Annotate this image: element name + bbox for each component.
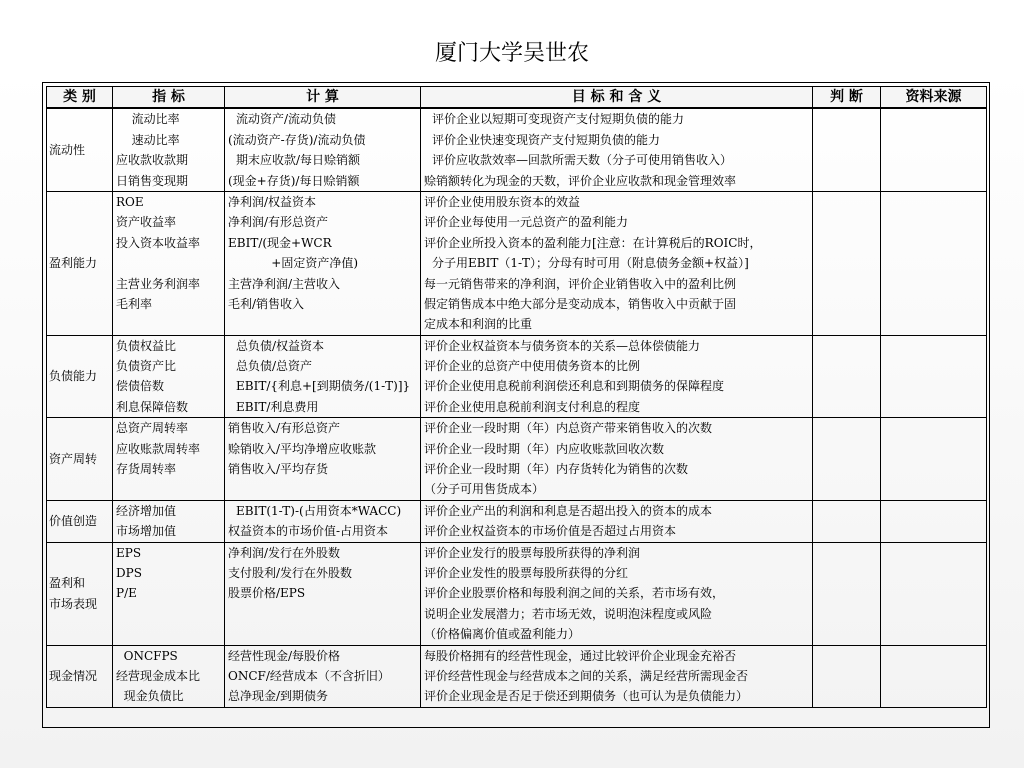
category-label: 资产周转 [49, 451, 98, 466]
meaning-line: 评价企业发行的股票每股所获得的净利润 [424, 545, 641, 560]
indicator-line: 负债资产比 [116, 359, 177, 374]
formula-line: ONCF/经营成本（不含折旧） [228, 668, 390, 683]
formula-line: 总负债/权益资本 [236, 338, 325, 353]
indicator-line: 速动比率 [124, 132, 180, 147]
indicator-line: DPS [116, 566, 142, 580]
formula-line: +固定资产净值) [256, 256, 358, 271]
meaning-cell [421, 108, 813, 191]
meaning-line: 评价企业每使用一元总资产的盈利能力 [424, 215, 629, 230]
category-cell [47, 500, 113, 542]
formula-line: EBIT(1-T)-(占用资本*WACC) [236, 503, 402, 518]
category-cell [47, 645, 113, 707]
meaning-line: （分子可用售货成本） [424, 482, 545, 497]
meaning-line: 评价企业使用息税前利润支付利息的程度 [424, 399, 641, 414]
formula-line [228, 314, 420, 334]
formula-line: EBIT/利息费用 [236, 399, 319, 414]
formula-line: 总负债/总资产 [236, 359, 313, 374]
header-category: 类 别 [47, 87, 113, 109]
indicator-line [116, 624, 224, 644]
header-source: 资料来源 [881, 87, 987, 109]
formula-line: (现金+存货)/每日赊销额 [228, 173, 360, 188]
indicator-line: 应收账款周转率 [116, 441, 201, 456]
formula-line: (流动资产-存货)/流动负债 [228, 132, 366, 147]
formula-cell [225, 191, 421, 335]
indicator-line: EPS [116, 545, 142, 560]
formula-line [228, 624, 420, 644]
ratio-table [46, 86, 987, 708]
meaning-line: 赊销额转化为现金的天数，评价企业应收款和现金管理效率 [424, 173, 737, 188]
meaning-cell [421, 500, 813, 542]
category-label: 流动性 [49, 142, 86, 157]
meaning-line: 分子用EBIT（1-T）；分母有时可用（附息债务金额+权益）] [432, 256, 749, 271]
source-cell [881, 108, 987, 191]
indicator-cell [113, 418, 225, 501]
meaning-line: 评价企业股票价格和每股利润之间的关系，若市场有效， [424, 586, 725, 601]
meaning-line: 评价企业所投入资本的盈利能力[注意：在计算税后的ROIC时， [424, 235, 762, 250]
indicator-line: 偿债倍数 [116, 379, 165, 394]
category-cell [47, 191, 113, 335]
table-row [47, 418, 987, 501]
indicator-line [116, 604, 224, 624]
formula-cell [225, 418, 421, 501]
judgement-cell [813, 645, 881, 707]
table-body [47, 108, 987, 707]
indicator-line: ONCFPS [116, 648, 178, 663]
indicator-line: 应收款收款期 [116, 153, 189, 168]
formula-line: 毛利/销售收入 [228, 296, 305, 311]
judgement-cell [813, 108, 881, 191]
meaning-line: 评价企业产出的利润和利息是否超出投入的资本的成本 [424, 503, 713, 518]
source-cell [881, 645, 987, 707]
judgement-cell [813, 542, 881, 645]
category-label: 盈利能力 [49, 256, 98, 271]
meaning-line: 评价企业使用股东资本的效益 [424, 194, 581, 209]
header-indicator: 指 标 [113, 87, 225, 109]
meaning-cell [421, 418, 813, 501]
formula-line: EBIT/(现金+WCR [228, 235, 332, 250]
category-label: 盈利和 市场表现 [49, 576, 98, 611]
meaning-cell [421, 335, 813, 418]
formula-cell [225, 542, 421, 645]
indicator-line: 利息保障倍数 [116, 399, 189, 414]
category-cell [47, 542, 113, 645]
meaning-line: 每股价格拥有的经营性现金，通过比较评价企业现金充裕否 [424, 648, 737, 663]
meaning-line: 评价企业使用息税前利润偿还利息和到期债务的保障程度 [424, 379, 725, 394]
indicator-line: 存货周转率 [116, 462, 177, 477]
formula-line: 净利润/有形总资产 [228, 215, 329, 230]
category-cell [47, 108, 113, 191]
header-formula: 计 算 [225, 87, 421, 109]
indicator-line: 市场增加值 [116, 524, 177, 539]
formula-cell [225, 335, 421, 418]
indicator-line: 日销售变现期 [116, 173, 189, 188]
formula-line [228, 604, 420, 624]
table-header-row [47, 87, 987, 109]
formula-line: 销售收入/有形总资产 [228, 421, 341, 436]
formula-line: 总净现金/到期债务 [228, 689, 329, 704]
meaning-line: 评价企业权益资本与债务资本的关系—总体偿债能力 [424, 338, 701, 353]
table-row [47, 500, 987, 542]
meaning-line: 评价企业以短期可变现资产支付短期负债的能力 [432, 112, 685, 127]
indicator-line: 投入资本收益率 [116, 235, 201, 250]
meaning-cell [421, 542, 813, 645]
indicator-cell [113, 108, 225, 191]
meaning-line: 评价企业一段时期（年）内存货转化为销售的次数 [424, 462, 689, 477]
category-cell [47, 335, 113, 418]
meaning-cell [421, 191, 813, 335]
formula-line: 流动资产/流动负债 [236, 112, 337, 127]
indicator-cell [113, 500, 225, 542]
indicator-line: 总资产周转率 [116, 421, 189, 436]
formula-line: EBIT/{利息+[到期债务/(1-T)]} [236, 379, 411, 394]
indicator-line: P/E [116, 586, 137, 601]
category-cell [47, 418, 113, 501]
formula-line: 净利润/权益资本 [228, 194, 317, 209]
formula-cell [225, 500, 421, 542]
indicator-line: 毛利率 [116, 296, 153, 311]
meaning-line: 假定销售成本中绝大部分是变动成本，销售收入中贡献于固 [424, 296, 737, 311]
meaning-line: （价格偏离价值或盈利能力） [424, 627, 581, 642]
meaning-line: 评价企业现金是否足于偿还到期债务（也可认为是负债能力） [424, 689, 749, 704]
formula-line: 股票价格/EPS [228, 586, 306, 601]
indicator-line [116, 253, 224, 273]
indicator-line: 主营业务利润率 [116, 276, 201, 291]
source-cell [881, 500, 987, 542]
indicator-cell [113, 645, 225, 707]
indicator-line: 负债权益比 [116, 338, 177, 353]
indicator-cell [113, 542, 225, 645]
judgement-cell [813, 418, 881, 501]
formula-line [228, 479, 420, 499]
meaning-line: 评价企业一段时期（年）内总资产带来销售收入的次数 [424, 421, 713, 436]
formula-line: 净利润/发行在外股数 [228, 545, 341, 560]
table-row [47, 191, 987, 335]
meaning-line: 评价企业发性的股票每股所获得的分红 [424, 566, 629, 580]
slide-title: 厦门大学吴世农 [434, 41, 589, 66]
meaning-line: 评价企业的总资产中使用债务资本的比例 [424, 359, 641, 374]
meaning-line: 评价经营性现金与经营成本之间的关系，满足经营所需现金否 [424, 668, 749, 683]
formula-cell [225, 108, 421, 191]
indicator-line [116, 479, 224, 499]
formula-line: 支付股利/发行在外股数 [228, 566, 353, 580]
meaning-line: 评价企业一段时期（年）内应收账款回收次数 [424, 441, 665, 456]
indicator-line: 经营现金成本比 [116, 668, 201, 683]
table-row [47, 542, 987, 645]
formula-line: 赊销收入/平均净增应收账款 [228, 441, 377, 456]
formula-line: 期末应收款/每日赊销额 [236, 153, 361, 168]
meaning-line: 评价企业权益资本的市场价值是否超过占用资本 [424, 524, 677, 539]
header-meaning: 目 标 和 含 义 [421, 87, 813, 109]
indicator-line [116, 314, 224, 334]
indicator-line: 现金负债比 [116, 689, 184, 704]
indicator-line: 流动比率 [124, 112, 180, 127]
formula-cell [225, 645, 421, 707]
meaning-line: 评价企业快速变现资产支付短期负债的能力 [432, 132, 661, 147]
category-label: 负债能力 [49, 369, 98, 384]
indicator-cell [113, 191, 225, 335]
meaning-line: 评价应收款效率—回款所需天数（分子可使用销售收入） [432, 153, 733, 168]
meaning-line: 每一元销售带来的净利润，评价企业销售收入中的盈利比例 [424, 276, 737, 291]
indicator-line: 经济增加值 [116, 503, 177, 518]
source-cell [881, 542, 987, 645]
table-row [47, 335, 987, 418]
table-row [47, 645, 987, 707]
formula-line: 权益资本的市场价值-占用资本 [228, 524, 389, 539]
ratio-table-frame [42, 82, 990, 728]
category-label: 价值创造 [49, 514, 98, 529]
formula-line: 经营性现金/每股价格 [228, 648, 341, 663]
judgement-cell [813, 500, 881, 542]
indicator-line: ROE [116, 194, 144, 209]
header-judgement: 判 断 [813, 87, 881, 109]
formula-line: 销售收入/平均存货 [228, 462, 329, 477]
table-row [47, 108, 987, 191]
source-cell [881, 335, 987, 418]
category-label: 现金情况 [49, 668, 98, 683]
source-cell [881, 191, 987, 335]
judgement-cell [813, 335, 881, 418]
indicator-cell [113, 335, 225, 418]
meaning-cell [421, 645, 813, 707]
judgement-cell [813, 191, 881, 335]
source-cell [881, 418, 987, 501]
indicator-line: 资产收益率 [116, 215, 177, 230]
formula-line: 主营净利润/主营收入 [228, 276, 341, 291]
meaning-line: 说明企业发展潜力；若市场无效，说明泡沫程度或风险 [424, 606, 713, 621]
meaning-line: 定成本和利润的比重 [424, 317, 533, 332]
